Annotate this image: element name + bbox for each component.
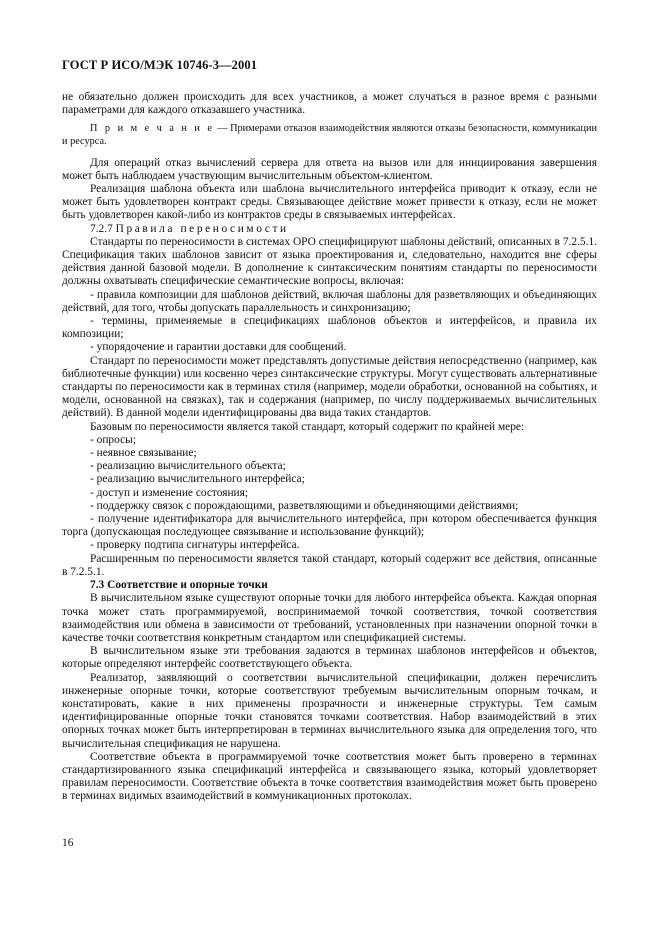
list-item: - реализацию вычислительного интерфейса; — [90, 473, 305, 486]
paragraph: Реализация шаблона объекта или шаблона вычислительного интерфейса приводит к отказу, если не может быть удовлетворен контракт среды. Связывающее действие может привести к отказу, если не может быть удовлетворен какой-либо из контрактов среды в связываемых интерфейсах. — [62, 183, 597, 222]
list-item: - получение идентификатора для вычислительного интерфейса, при котором обеспечивается функция торга (допускающая последующее связывание и использование функций); — [62, 513, 597, 539]
list-item: - проверку подтипа сигнатуры интерфейса. — [90, 539, 300, 552]
note-label: П р и м е ч а н и е — [90, 123, 215, 135]
section-heading-7-3 — [62, 579, 597, 592]
paragraph: Базовым по переносимости является такой стандарт, который содержит по крайней мере: — [90, 420, 525, 433]
paragraph: В вычислительном языке существуют опорные точки для любого интерфейса объекта. Каждая опорная точка может стать программируемой, воспринимаемой точкой соответствия, точкой соответствия взаимодействия или обмена в зависимости от требований, установленных при назначении опорной точки в качестве точки соответствия конкретным стандартом или спецификацией системы. — [62, 592, 597, 644]
section-heading-7-2-7 — [62, 223, 597, 236]
list-item: - неявное связывание; — [90, 447, 197, 460]
paragraph: В вычислительном языке эти требования задаются в терминах шаблонов интерфейсов и объектов, которые определяют интерфейс соответствующего объекта. — [62, 645, 597, 671]
section-number: 7.3 — [90, 579, 105, 592]
page-number: 16 — [62, 837, 74, 849]
paragraph: Расширенным по переносимости является такой стандарт, который содержит все действия, описанные в 7.2.5.1. — [62, 552, 597, 578]
section-title: Правила переносимости — [115, 222, 289, 235]
paragraph: Реализатор, заявляющий о соответствии вычислительной спецификации, должен перечислить инженерные опорные точки, которые соответствуют требуемым вычислительным опорным точкам, и констатировать, какие в них применены прозрачности и инженерные структуры. Тем самым идентифицированные опорные точки становятся точками соответствия. Набор взаимодействий в этих опорных точках может быть интерпретирован в терминах вычислительного языка для определения того, что вычислительная спецификация не нарушена. — [62, 671, 597, 750]
document-header: ГОСТ Р ИСО/МЭК 10746-3—2001 — [62, 58, 258, 72]
paragraph: Стандарт по переносимости может представлять допустимые действия непосредственно (например, как библиотечные функции) или косвенно через синтаксические структуры. Могут существовать альтернативные стандарты по переносимости как в терминах стиля (например, модели обработки, основанной на событиях, и модели, основанной на связках), так и содержания (например, по числу поддерживаемых вычислительных действий). В данной модели идентифицированы два вида таких стандартов. — [62, 354, 597, 420]
list-item: - правила композиции для шаблонов действий, включая шаблоны для разветвляющих и объединяющих действий, для того, чтобы допускать параллельность и синхронизацию; — [62, 288, 597, 314]
list-item: - термины, применяемые в спецификациях шаблонов объектов и интерфейсов, и правила их композиции; — [62, 315, 597, 341]
note-text: — Примерами отказов взаимодействия являются отказы безопасности, коммуникации и ресурса. — [62, 123, 597, 147]
paragraph: Соответствие объекта в программируемой точке соответствия может быть проверено в терминах стандартизированного языка спецификаций интерфейса и связывающего языка, который удовлетворяет правилам переносимости. Соответствие объекта в точке соответствия взаимодействия может быть проверено в терминах видимых взаимодействий в коммуникационных протоколах. — [62, 750, 597, 803]
list-item: - реализацию вычислительного объекта; — [90, 460, 286, 473]
note — [62, 123, 597, 148]
list-item: - доступ и изменение состояния; — [90, 486, 249, 499]
section-title: Соответствие и опорные точки — [107, 579, 268, 592]
list-item: - опросы; — [90, 433, 136, 446]
paragraph: Стандарты по переносимости в системах ОРО специфицируют шаблоны действий, описанных в 7.2.5.1. Спецификация таких шаблонов зависит от языка проектирования и, следовательно, находится вне сферы действия данной базовой модели. В дополнение к синтаксическим понятиям стандарты по переносимости должны охватывать специфические семантические вопросы, включая: — [62, 235, 597, 288]
list-item: - упорядочение и гарантии доставки для сообщений. — [90, 341, 347, 354]
document-page — [62, 58, 597, 804]
list-item: - поддержку связок с порождающими, разветвляющими и объединяющими действиями; — [90, 499, 519, 512]
section-number: 7.2.7 — [90, 222, 113, 235]
paragraph: не обязательно должен происходить для всех участников, а может случаться в разное время с разными параметрами для каждого отказавшего участника. — [62, 91, 597, 117]
paragraph: Для операций отказ вычислений сервера для ответа на вызов или для инициирования завершения может быть наблюдаем участвующим вычислительным объектом-клиентом. — [62, 156, 597, 182]
